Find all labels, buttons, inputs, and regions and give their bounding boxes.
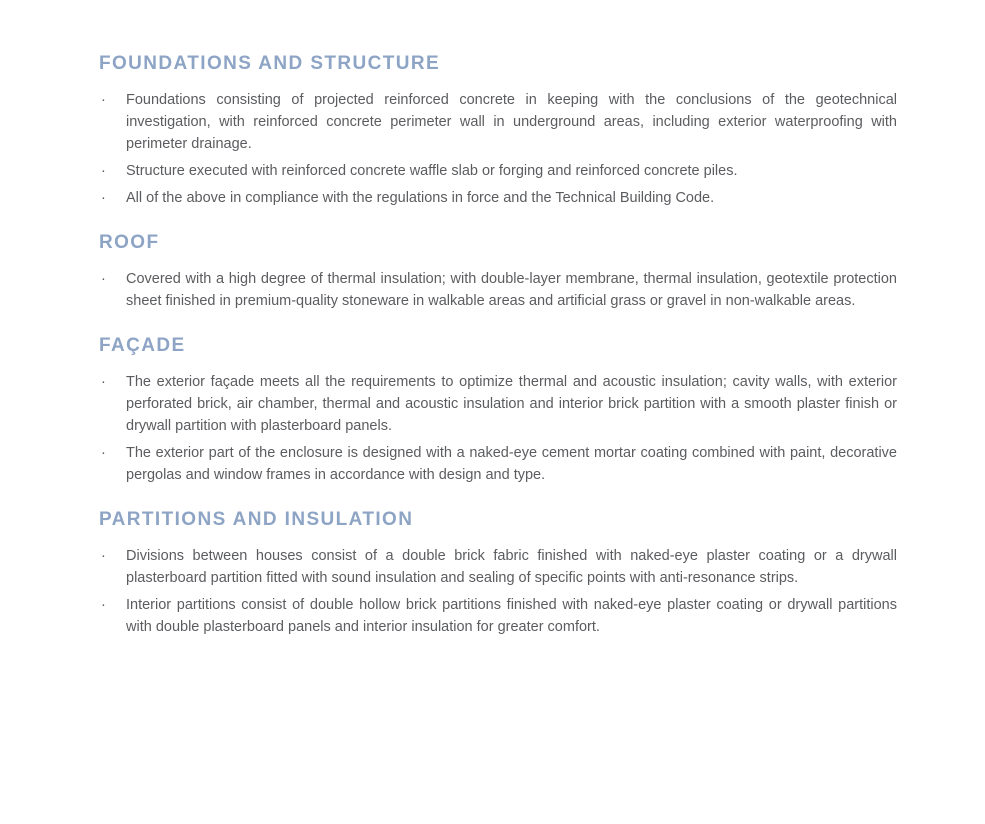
bullet-dot: · (101, 271, 106, 287)
bullet-dot: · (101, 445, 106, 461)
bullet-item (99, 89, 897, 155)
document-content (99, 52, 897, 643)
bullet-item (99, 371, 897, 437)
bullet-item (99, 594, 897, 638)
section-partitions-and-insulation (99, 508, 897, 638)
bullet-text: Structure executed with reinforced concrete waffle slab or forging and reinforced concrete piles. (126, 163, 738, 179)
bullet-item (99, 545, 897, 589)
section-facade (99, 334, 897, 486)
section-heading: FOUNDATIONS AND STRUCTURE (99, 53, 441, 74)
bullet-item (99, 268, 897, 312)
bullet-dot: · (101, 374, 106, 390)
bullet-dot: · (101, 548, 106, 564)
section-roof (99, 231, 897, 312)
bullet-text: The exterior façade meets all the requirements to optimize thermal and acoustic insulation; cavity walls, with exterior perforated brick, air chamber, thermal and acoustic insulation and interior brick partition with a smooth plaster finish or drywall partition with plasterboard panels. (126, 374, 897, 434)
bullet-dot: · (101, 190, 106, 206)
section-heading: ROOF (99, 232, 160, 253)
bullet-item (99, 187, 897, 209)
bullet-dot: · (101, 92, 106, 108)
section-foundations-and-structure (99, 52, 897, 209)
section-heading: PARTITIONS AND INSULATION (99, 509, 414, 530)
bullet-text: Divisions between houses consist of a double brick fabric finished with naked-eye plaster coating or a drywall plasterboard partition fitted with sound insulation and sealing of specific points with anti-resonance strips. (126, 548, 897, 586)
bullet-item (99, 160, 897, 182)
section-heading: FAÇADE (99, 335, 186, 356)
bullet-text: Covered with a high degree of thermal insulation; with double-layer membrane, thermal insulation, geotextile protection sheet finished in premium-quality stoneware in walkable areas and artificial grass or gravel in non-walkable areas. (126, 271, 897, 309)
bullet-text: The exterior part of the enclosure is designed with a naked-eye cement mortar coating combined with paint, decorative pergolas and window frames in accordance with design and type. (126, 445, 897, 483)
bullet-text: All of the above in compliance with the regulations in force and the Technical Building Code. (126, 190, 715, 206)
bullet-text: Interior partitions consist of double hollow brick partitions finished with naked-eye plaster coating or drywall partitions with double plasterboard panels and interior insulation for greater comfort. (126, 597, 897, 635)
bullet-dot: · (101, 163, 106, 179)
bullet-text: Foundations consisting of projected reinforced concrete in keeping with the conclusions of the geotechnical investigation, with reinforced concrete perimeter wall in underground areas, including exterior waterproofing with perimeter drainage. (126, 92, 897, 152)
bullet-item (99, 442, 897, 486)
bullet-dot: · (101, 597, 106, 613)
